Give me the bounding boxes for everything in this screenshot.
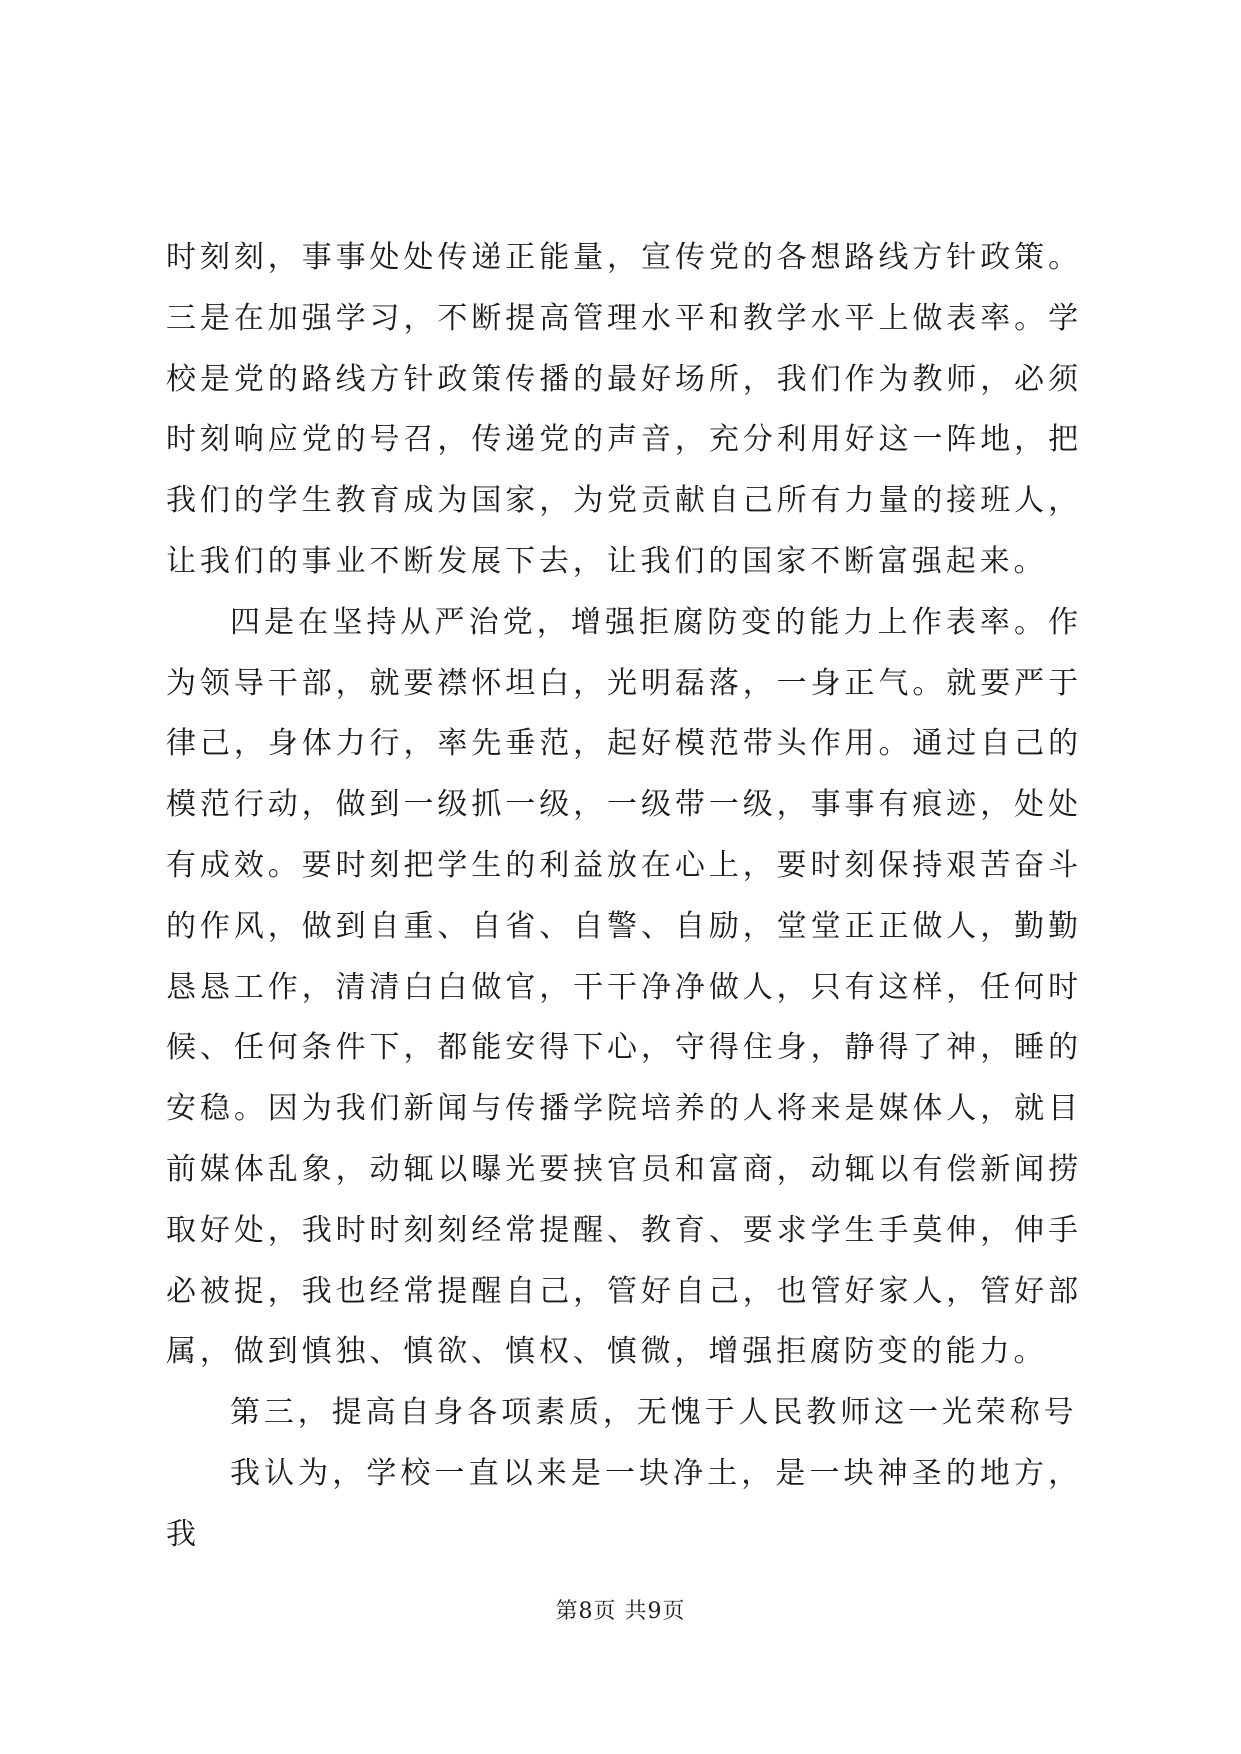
page-footer [0,1594,1241,1625]
paragraph-2: 四是在坚持从严治党，增强拒腐防变的能力上作表率。作为领导干部，就要襟怀坦白，光明磊落，一身正气。就要严于律己，身体力行，率先垂范，起好模范带头作用。通过自己的模范行动，做到一级抓一级，一级带一级，事事有痕迹，处处有成效。要时刻把学生的利益放在心上，要时刻保持艰苦奋斗的作风，做到自重、自省、自警、自励，堂堂正正做人，勤勤恳恳工作，清清白白做官，干干净净做人，只有这样，任何时候、任何条件下，都能安得下心，守得住身，静得了神，睡的安稳。因为我们新闻与传播学院培养的人将来是媒体人，就目前媒体乱象，动辄以曝光要挟官员和富商，动辄以有偿新闻捞取好处，我时时刻刻经常提醒、教育、要求学生手莫伸，伸手必被捉，我也经常提醒自己，管好自己，也管好家人，管好部属，做到慎独、慎欲、慎权、慎微，增强拒腐防变的能力。 [166,604,1082,1370]
paragraph-4: 我认为，学校一直以来是一块净土，是一块神圣的地方，我 [166,1455,1082,1552]
body-text [166,228,1082,1566]
paragraph-1: 时刻刻，事事处处传递正能量，宣传党的各想路线方针政策。三是在加强学习，不断提高管理水平和教学水平上做表率。学校是党的路线方针政策传播的最好场所，我们作为教师，必须时刻响应党的号召，传递党的声音，充分利用好这一阵地，把我们的学生教育成为国家，为党贡献自己所有力量的接班人，让我们的事业不断发展下去，让我们的国家不断富强起来。 [166,240,1082,579]
paragraph-3-heading: 第三，提高自身各项素质，无愧于人民教师这一光荣称号 [230,1395,1078,1431]
page-number-label: 第8页 共9页 [555,1599,686,1624]
